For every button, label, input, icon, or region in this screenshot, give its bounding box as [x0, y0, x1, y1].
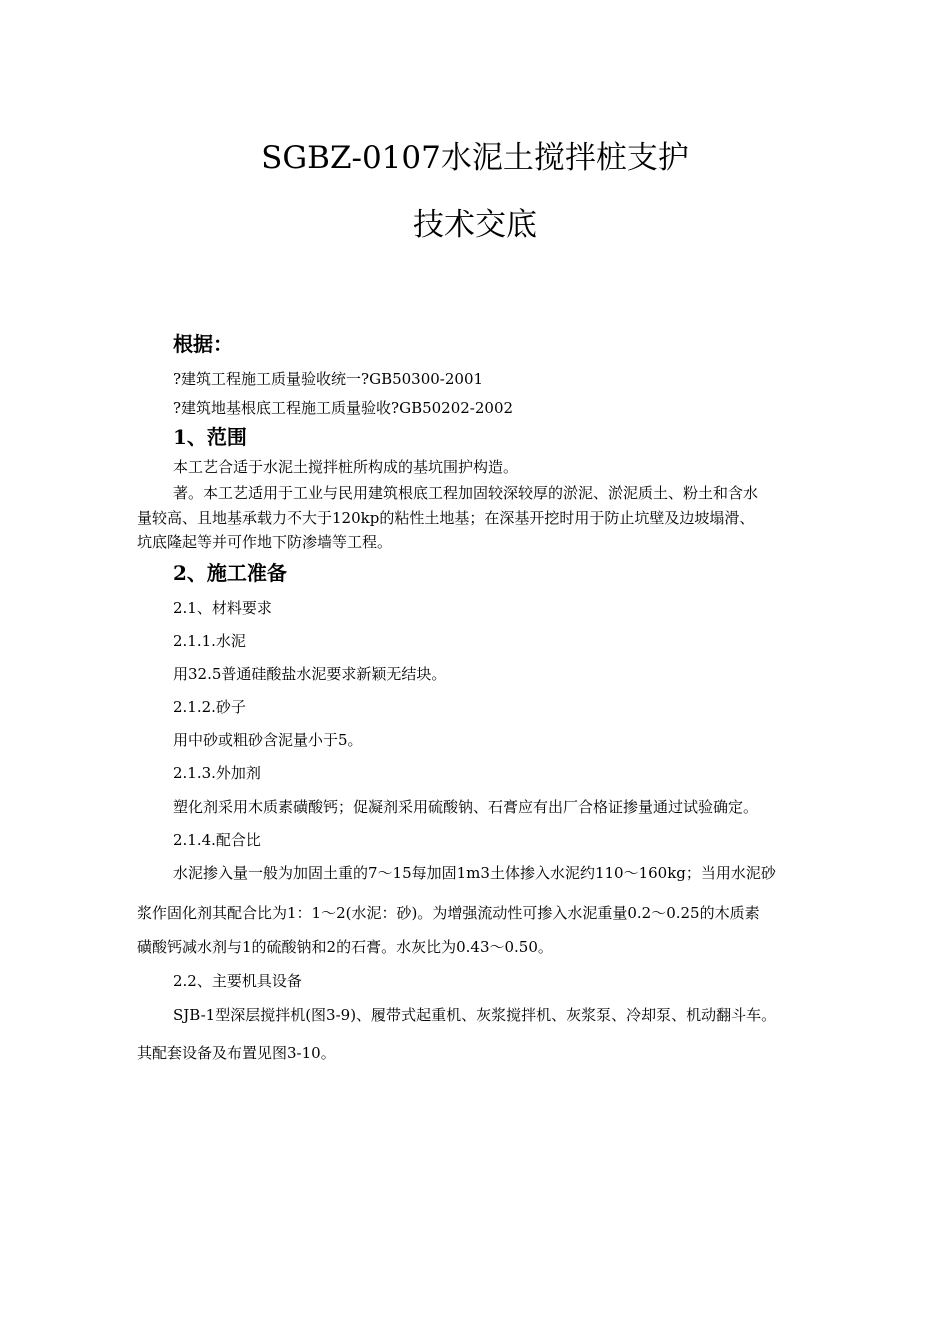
section-2-1-4: 2.1.4.配合比 — [173, 831, 261, 849]
section-2-1-2: 2.1.2.砂子 — [173, 698, 246, 716]
scope-heading: 1、范围 — [173, 425, 247, 449]
section-2-1-1-text: 用32.5普通硅酸盐水泥要求新颖无结块。 — [173, 665, 447, 683]
section-2-1-4-line-1: 水泥掺入量一般为加固土重的7～15每加固1m3土体掺入水泥约110～160kg；当用水泥砂 — [173, 864, 776, 882]
section-2-2-line-1: SJB-1型深层搅拌机(图3-9)、履带式起重机、灰浆搅拌机、灰浆泵、冷却泵、机动翻斗车。 — [173, 1006, 777, 1024]
section-2-1: 2.1、材料要求 — [173, 599, 272, 617]
basis-item-1: ?建筑工程施工质量验收统一?GB50300-2001 — [173, 370, 484, 388]
prep-heading: 2、施工准备 — [173, 561, 287, 585]
document-subtitle: 技术交底 — [413, 207, 537, 243]
section-2-1-3: 2.1.3.外加剂 — [173, 764, 261, 782]
scope-line-1: 本工艺合适于水泥土搅拌桩所构成的基坑围护构造。 — [173, 458, 519, 476]
basis-heading: 根据： — [173, 332, 233, 356]
section-2-2-line-2: 其配套设备及布置见图3-10。 — [137, 1044, 336, 1062]
scope-line-3: 量较高、且地基承载力不大于120kp的粘性土地基；在深基开挖时用于防止坑壁及边坡塌滑、 — [137, 509, 755, 527]
section-2-1-2-text: 用中砂或粗砂含泥量小于5。 — [173, 731, 363, 749]
basis-item-2: ?建筑地基根底工程施工质量验收?GB50202-2002 — [173, 399, 514, 417]
section-2-1-4-line-2: 浆作固化剂其配合比为1：1～2(水泥：砂)。为增强流动性可掺入水泥重量0.2～0.25的木质素 — [137, 904, 760, 922]
scope-line-2: 著。本工艺适用于工业与民用建筑根底工程加固较深较厚的淤泥、淤泥质土、粉土和含水 — [173, 484, 759, 502]
section-2-1-1: 2.1.1.水泥 — [173, 632, 246, 650]
section-2-2: 2.2、主要机具设备 — [173, 972, 302, 990]
scope-line-4: 坑底隆起等并可作地下防渗墙等工程。 — [137, 533, 393, 551]
section-2-1-4-line-3: 磺酸钙减水剂与1的硫酸钠和2的石膏。水灰比为0.43～0.50。 — [137, 938, 553, 956]
section-2-1-3-text: 塑化剂采用木质素磺酸钙；促凝剂采用硫酸钠、石膏应有出厂合格证掺量通过试验确定。 — [173, 798, 759, 816]
document-title: SGBZ-0107水泥土搅拌桩支护 — [261, 140, 689, 176]
